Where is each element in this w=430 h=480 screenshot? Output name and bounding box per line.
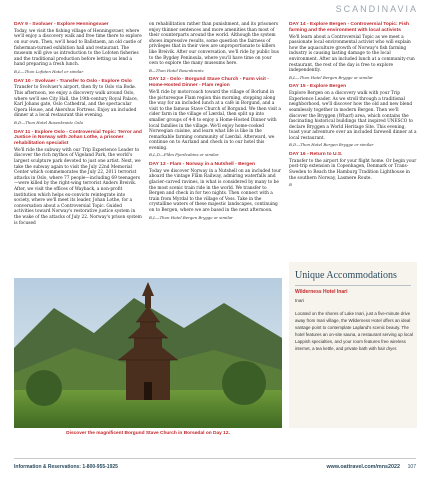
day-text: We'll ride by motorcoach toward the village of Borlund in the picturesque Flam region this morning, stopping along the way for an included lunch at a café in Borgund, and a visit to the famous Stave Church of Borgund. We then visit a cider farm in the village of Lærdal, then split up into smaller groups of 4-8 to enjoy a Home-Hosted Dinner with local families in the village. We'll enjoy home-cooked Norwegian cuisine, and learn what life is like in the remarkable farming community of Lærdal. Afterward, we continue on to Aurland and check in to our hotel this evening.: [149, 89, 281, 151]
meal-note: B: [289, 182, 292, 188]
meal-note: B,L—Thon Hotel Bergen Brygge or similar: [149, 214, 233, 220]
meal-note: B—Thon Hotel Rosenkrantz: [149, 67, 204, 73]
meal-note: B,D—Thon Hotel Bergen Brygge or similar: [289, 142, 374, 148]
day-heading: DAY 13 - Flam - Norway in a Nutshell - Bergen: [149, 162, 255, 168]
hotel-description: Located on the shores of Lake Inari, just a five-minute drive away from Inari village, the Wilderness Hotel offers an ideal vantage point to contemplate Lapland's scenic beauty. The hotel features an on-site sauna, a restaurant serving up local Lappish specialties, and your room features free wireless internet, a tea kettle, and private bath with hair dryer.: [295, 311, 413, 351]
day-heading: DAY 14 - Explore Bergen - Controversial Topic: Fish farming and the environment with local activists: [289, 22, 410, 33]
day-text: Today we discover Norway in a Nutshell on an included tour aboard the vintage Flåm Railway, admiring waterfalls and glacier-carved ravines, in what is considered by many to be the most scenic train ride in the world. We transfer to Bergen and check in for two nights. Then connect with a train from Myrdal to the village of Voss. Take in the crystalline waters of these majestic landscapes, continuing on to Bergen, where we are based in the next afternoon.: [149, 168, 281, 214]
meal-note: B,L—Thon Hotel Bergen Brygge or similar: [289, 74, 373, 80]
unique-accommodations-box: [289, 262, 417, 428]
divider: [295, 285, 411, 286]
hotel-location: Inari: [295, 298, 304, 303]
day-text: Transfer to Svolvaer's airport, then fly to Oslo via Bodø. This afternoon, we enjoy a discovery walk around Oslo, where we'll see City Hall, the 19th-century Royal Palace, Karl Johans gate, Oslo Cathedral, and the spectacular Opera House, and Akershus Fortress. Enjoy an included dinner at a local restaurant this evening.: [14, 85, 139, 119]
footer-rule: [14, 458, 416, 459]
day-text: on rehabilitation rather than punishment, and its prisoners enjoy thinner sentences and more amenities than most of their counterparts around the world. Although the system shows impressive results, some question the fairness of privileges that in their view are unproportionate to killers like Breivik. After our conversation, we'll ride by public bus to the Bygdøy Peninsula, where you'll have time on your own to explore the many museums here.: [149, 22, 280, 67]
accommodations-title: Unique Accommodations: [295, 270, 397, 281]
page-number: 107: [407, 464, 416, 470]
meal-note: B,L,D—Flåm Fjordcabins or similar: [149, 152, 219, 158]
page-footer: [0, 458, 430, 480]
day-heading: DAY 16 - Return to U.S.: [289, 152, 343, 158]
reservations-info: Information & Reservations: 1-800-955-1925: [14, 464, 118, 470]
day-text: Today, we visit the fishing village of Henningsvaer, where we'll enjoy a discovery walk and free time there to explore on our own. Then, we'll head to Ballstaem, an old castle of fisherman-turned exhibition hall and restaurant. The museum will give us introduction to the Lofoten fisheries and the traditional production before letting us lend a hand preparing a fresh lunch.: [14, 28, 142, 68]
meal-note: B,D—Thon Hotel Rosenkrantz Oslo: [14, 119, 84, 125]
region-title: SCANDINAVIA: [335, 4, 418, 14]
top-banner: [0, 0, 430, 20]
itinerary-column-3: [289, 22, 417, 188]
day-text: Explore Bergen on a discovery walk with your Trip Experience Leader. As we stroll through a traditional neighborhood, we'll discover how the old and new blend seamlessly together in modern Bergen. Then we'll discover the Bryggen (Wharf) area, which contains the fascinating historical buildings that inspired UNESCO to declare Bryggen a World Heritage Site. This evening, toast your adventure over an included farewell dinner at a local restaurant.: [289, 91, 417, 141]
photo-caption: Discover the magnificent Borgund Stave Church in Borsødal on Day 12.: [66, 431, 230, 436]
itinerary-column-2: [149, 22, 281, 220]
day-heading: DAY 12 - Oslo - Borgund Stave Church - Farm visit - Home-Hosted Dinner - Flam region: [149, 77, 269, 89]
day-text: We'll ride the subway with our Trip Experience Leader to discover the rich mythos of Vigeland Park, the world's largest sculpture park devoted to just one artist. Next, we take the subway again to visit the July 22nd Memorial Center which commemorates the July 22, 2011 terrorist attacks in Oslo, where 77 people—including 69 teenagers—were killed by the right-wing terrorist Anders Breivik. After, we visit the offices of Wayback, a non-profit institution which helps ex-convicts reintegrate into society, where we'll meet its leader, Johan Lothe, for a conversation about a Controversial Topic. Guided activities toward Norway's restorative justice system in the wake of the attacks of July 22. Norway's prison system is focused: [14, 147, 142, 226]
day-heading: DAY 9 - Svolvaer - Explore Henningsvaer: [14, 22, 109, 27]
stave-church-illustration: [14, 278, 282, 428]
day-heading: DAY 11 - Explore Oslo - Controversial Topic: Terror and Justice in Norway with Johan Lothe, a prisoner rehabilitation specialist: [14, 129, 142, 147]
day-heading: DAY 15 - Explore Bergen: [289, 84, 347, 90]
itinerary-column-1: [14, 22, 142, 226]
day-text: We'll learn about a Controversial Topic as we meet a passionate local environmental activist who will explain how the aquaculture growth of Norway's fish farming industry is causing lasting damage to the local environment. After an included lunch at a community-run restaurant, the rest of the day is free to explore independently.: [289, 34, 415, 74]
day-heading: DAY 10 - Svolvaer - Transfer to Oslo - Explore Oslo: [14, 78, 132, 84]
stave-church-photo: [14, 278, 282, 428]
hotel-name: Wilderness Hotel Inari: [295, 289, 348, 295]
day-text: Transfer to the airport for your flight home. Or begin your post-trip extension in Copenhagen, Denmark or Trans-Sweden to Reach the Hamburg Tradition Lighthouse in the southern Norway, Lasmere Route.: [289, 158, 417, 181]
website-link[interactable]: www.oattravel.com/mns2022: [326, 464, 400, 470]
meal-note: B,L—Thon Lofoten Hotel or similar: [14, 68, 84, 74]
